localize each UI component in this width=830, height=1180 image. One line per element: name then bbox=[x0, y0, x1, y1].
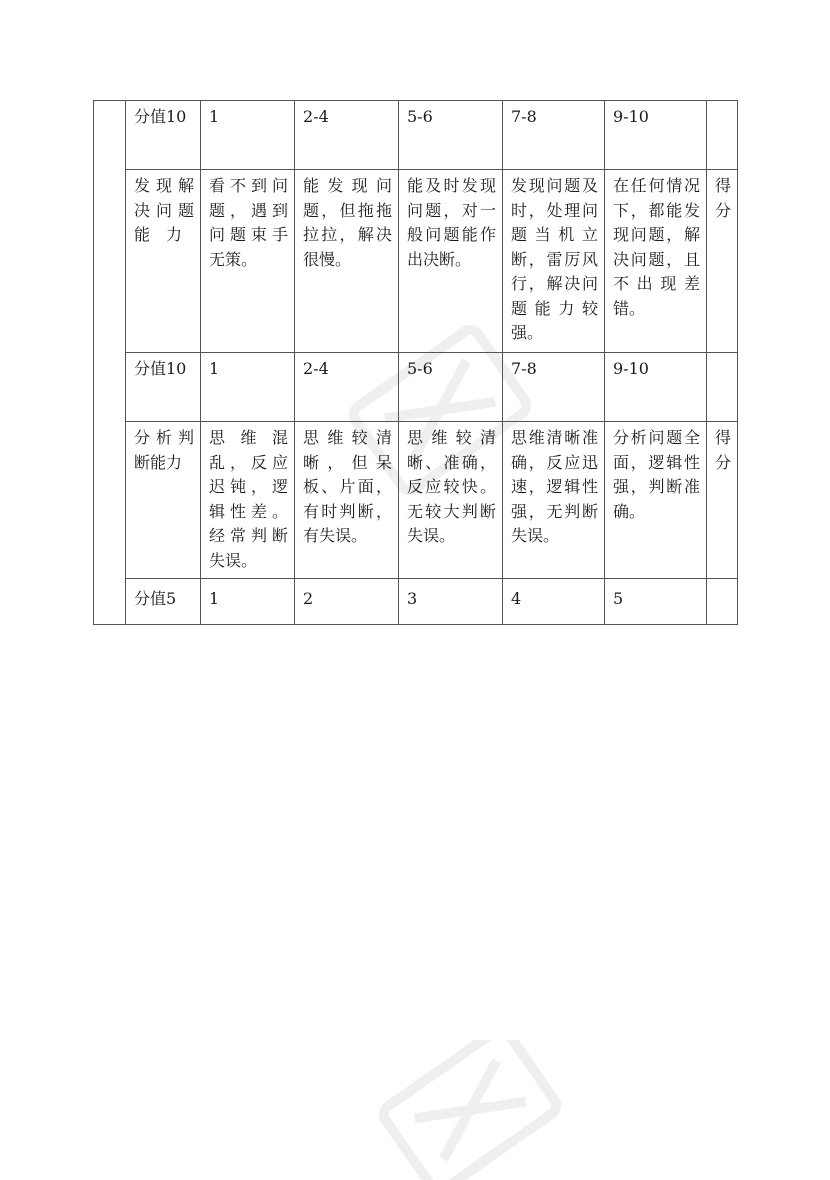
score-label: 得分 bbox=[707, 422, 738, 579]
criteria-cell: 思维较清晰、准确，反应较快。无较大判断失误。 bbox=[399, 422, 503, 579]
score-label: 得分 bbox=[707, 170, 738, 353]
score-cell: 1 bbox=[201, 101, 295, 170]
score-input-cell bbox=[707, 101, 738, 170]
table-row-problem-solving bbox=[94, 170, 738, 353]
row-label: 发现解决问题能 力 bbox=[126, 170, 201, 353]
row-label: 分值5 bbox=[126, 579, 201, 625]
score-cell: 3 bbox=[399, 579, 503, 625]
score-input-cell bbox=[707, 579, 738, 625]
table-row-score-2 bbox=[94, 353, 738, 422]
criteria-cell: 在任何情况下，都能发现问题，解决问题，且不出现差错。 bbox=[605, 170, 707, 353]
criteria-cell: 分析问题全面，逻辑性强，判断准确。 bbox=[605, 422, 707, 579]
score-cell: 9-10 bbox=[605, 101, 707, 170]
score-cell: 7-8 bbox=[503, 353, 605, 422]
score-cell: 2 bbox=[295, 579, 399, 625]
score-cell: 7-8 bbox=[503, 101, 605, 170]
criteria-cell: 思维清晰准确，反应迅速，逻辑性强，无判断失误。 bbox=[503, 422, 605, 579]
score-cell: 5 bbox=[605, 579, 707, 625]
row-label: 分值10 bbox=[126, 101, 201, 170]
criteria-cell: 思维较清晰，但呆板、片面，有时判断，有失误。 bbox=[295, 422, 399, 579]
criteria-cell: 思维混乱，反应迟钝，逻辑性差。经常判断失误。 bbox=[201, 422, 295, 579]
score-cell: 4 bbox=[503, 579, 605, 625]
criteria-cell: 能发现问题，但拖拖拉拉，解决很慢。 bbox=[295, 170, 399, 353]
score-cell: 1 bbox=[201, 353, 295, 422]
table-row-score-1 bbox=[94, 101, 738, 170]
criteria-cell: 能及时发现问题，对一般问题能作出决断。 bbox=[399, 170, 503, 353]
score-cell: 1 bbox=[201, 579, 295, 625]
score-cell: 5-6 bbox=[399, 101, 503, 170]
row-label: 分析判断能力 bbox=[126, 422, 201, 579]
score-cell: 2-4 bbox=[295, 353, 399, 422]
score-input-cell bbox=[707, 353, 738, 422]
row-label: 分值10 bbox=[126, 353, 201, 422]
left-blank-column bbox=[94, 101, 126, 625]
evaluation-table bbox=[93, 100, 738, 625]
score-cell: 5-6 bbox=[399, 353, 503, 422]
score-cell: 2-4 bbox=[295, 101, 399, 170]
criteria-cell: 看不到问题，遇到问题束手无策。 bbox=[201, 170, 295, 353]
table-row-score-3 bbox=[94, 579, 738, 625]
watermark-logo-bottom bbox=[360, 1040, 580, 1180]
table-row-analysis bbox=[94, 422, 738, 579]
score-cell: 9-10 bbox=[605, 353, 707, 422]
criteria-cell: 发现问题及时，处理问题当机立断，雷厉风行，解决问题能力较强。 bbox=[503, 170, 605, 353]
